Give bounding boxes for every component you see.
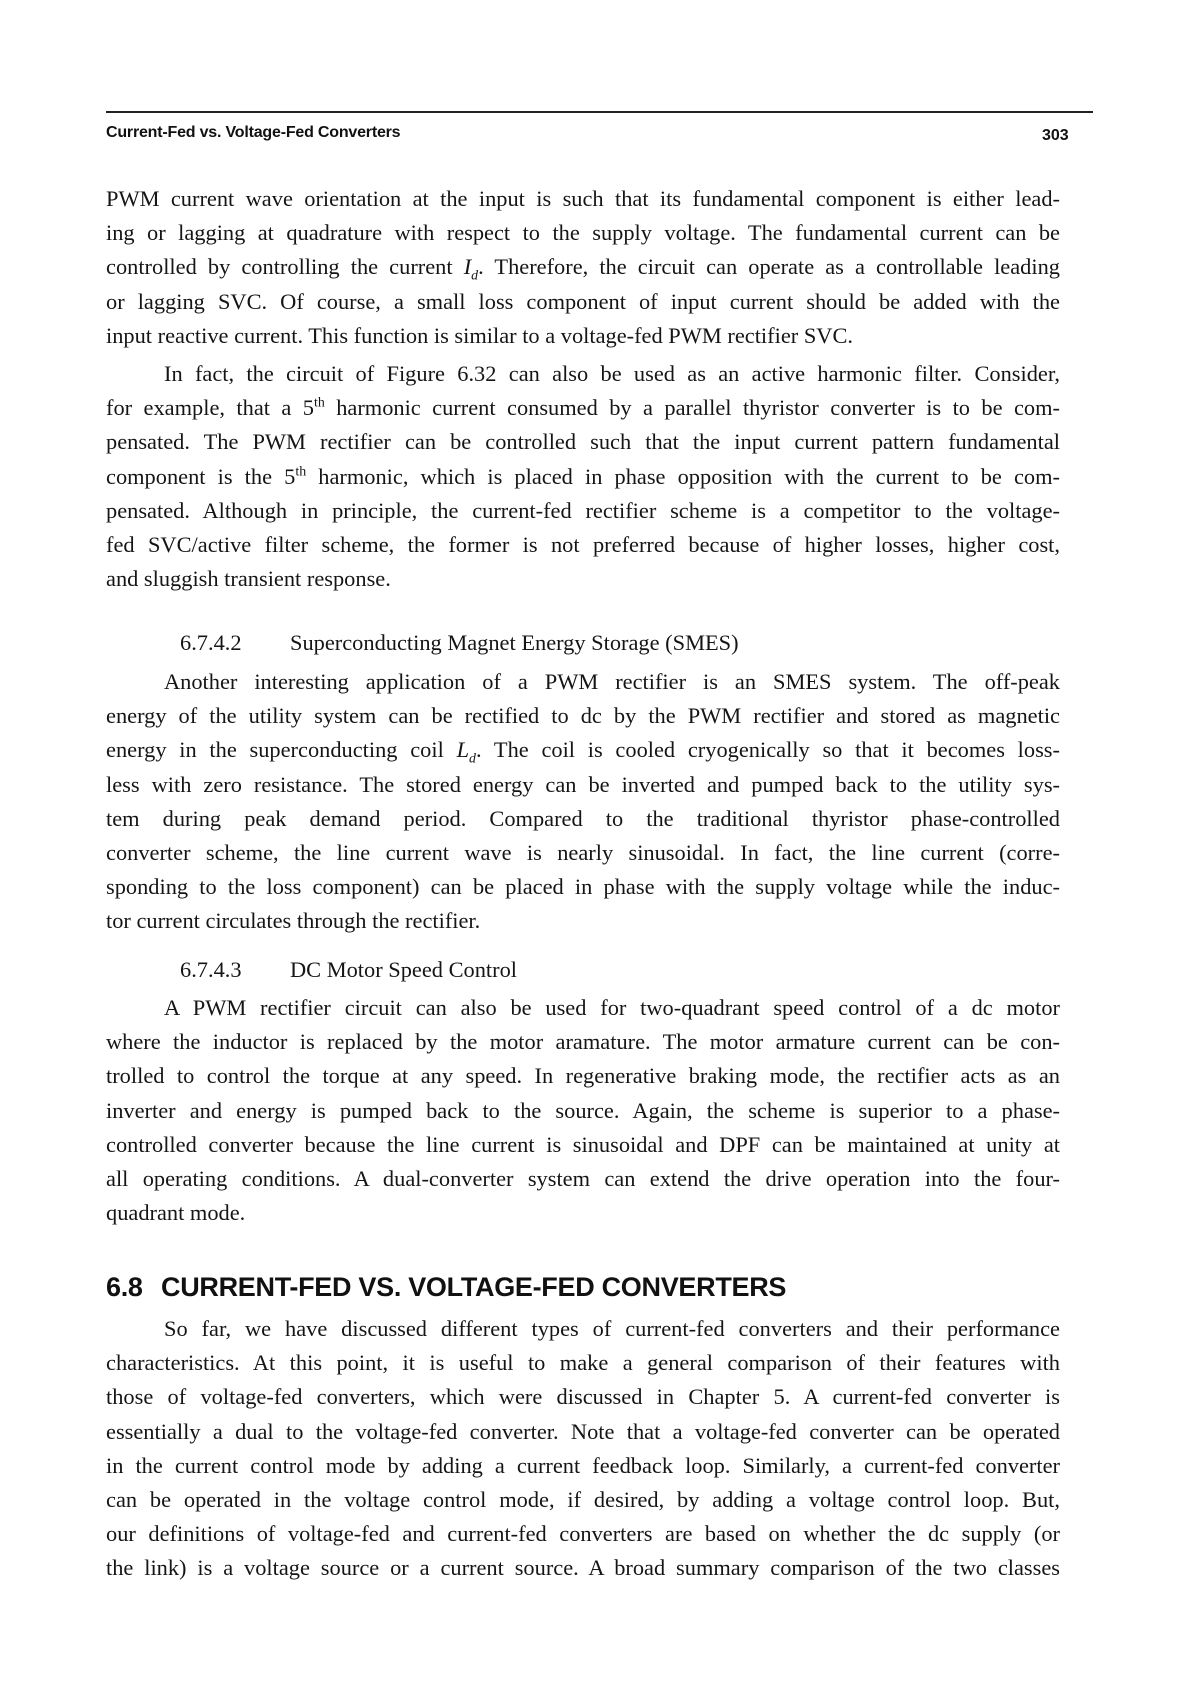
text-line: all operating conditions. A dual-converter system can extend the drive operation into the four- [106, 1165, 1060, 1191]
section-heading-68 [106, 1272, 786, 1303]
paragraph-smes [106, 665, 1060, 939]
paragraph-comparison [106, 1312, 1060, 1586]
text-line: our definitions of voltage-fed and current-fed converters are based on whether the dc supply (or [106, 1521, 1060, 1547]
variable-L-d: $L_d$ [456, 737, 476, 767]
section-title: CURRENT-FED VS. VOLTAGE-FED CONVERTERS [161, 1272, 787, 1302]
text-line: energy of the utility system can be rectified to dc by the PWM rectifier and stored as magnetic [106, 703, 1060, 729]
running-head: Current-Fed vs. Voltage-Fed Converters [106, 124, 401, 141]
paragraph-dc-motor [106, 991, 1060, 1230]
text-line: for example, that a 5th harmonic current consumed by a parallel thyristor converter is to be com- [106, 395, 1060, 421]
page-number: 303 [1042, 127, 1069, 144]
text-line: where the inductor is replaced by the motor aramature. The motor armature current can be con- [106, 1029, 1060, 1055]
subsection-title: DC Motor Speed Control [290, 957, 518, 982]
text-line: component is the 5th harmonic, which is placed in phase opposition with the current to be com- [106, 463, 1060, 489]
text-line: A PWM rectifier circuit can also be used for two-quadrant speed control of a dc motor [164, 995, 1060, 1020]
text-line: quadrant mode. [106, 1200, 246, 1226]
text-line: in the current control mode by adding a current feedback loop. Similarly, a current-fed converter [106, 1452, 1060, 1478]
text-line: Another interesting application of a PWM rectifier is an SMES system. The off-peak [164, 669, 1060, 694]
text-line: energy in the superconducting coil $L_d$. The coil is cooled cryogenically so that it becomes loss- [106, 737, 1060, 767]
header-rule [106, 111, 1093, 113]
subsection-heading-6742 [180, 630, 739, 656]
text-line: essentially a dual to the voltage-fed converter. Note that a voltage-fed converter can be operated [106, 1418, 1060, 1444]
text-line: or lagging SVC. Of course, a small loss component of input current should be added with the [106, 288, 1060, 314]
text-line: pensated. The PWM rectifier can be controlled such that the input current pattern fundamental [106, 429, 1060, 455]
text-line: controlled by controlling the current $I_d$. Therefore, the circuit can operate as a controllable leading [106, 254, 1060, 284]
section-number: 6.8 [106, 1272, 143, 1302]
subsection-number: 6.7.4.2 [180, 630, 242, 655]
text-line: characteristics. At this point, it is useful to make a general comparison of their features with [106, 1350, 1060, 1376]
text-line: In fact, the circuit of Figure 6.32 can also be used as an active harmonic filter. Consider, [164, 361, 1060, 386]
text-line: can be operated in the voltage control mode, if desired, by adding a voltage control loop. But, [106, 1486, 1060, 1512]
text-line: trolled to control the torque at any speed. In regenerative braking mode, the rectifier acts as an [106, 1063, 1060, 1089]
variable-I-d: $I_d$ [463, 254, 479, 284]
text-line: and sluggish transient response. [106, 566, 391, 592]
text-line: ing or lagging at quadrature with respect to the supply voltage. The fundamental current can be [106, 220, 1060, 246]
text-line: inverter and energy is pumped back to the source. Again, the scheme is superior to a phase- [106, 1097, 1060, 1123]
text-line: So far, we have discussed different types of current-fed converters and their performance [164, 1316, 1060, 1341]
text-line: pensated. Although in principle, the current-fed rectifier scheme is a competitor to the voltage- [106, 497, 1060, 523]
paragraph-svc [106, 182, 1060, 353]
text-line: PWM current wave orientation at the input is such that its fundamental component is either lead- [106, 186, 1060, 211]
text-line: the link) is a voltage source or a current source. A broad summary comparison of the two classes [106, 1555, 1060, 1581]
text-line: sponding to the loss component) can be placed in phase with the supply voltage while the induc- [106, 874, 1060, 900]
text-line: converter scheme, the line current wave is nearly sinusoidal. In fact, the line current (corre- [106, 839, 1060, 865]
subsection-number: 6.7.4.3 [180, 957, 242, 982]
text-line: tem during peak demand period. Compared to the traditional thyristor phase-controlled [106, 805, 1060, 831]
text-line: those of voltage-fed converters, which were discussed in Chapter 5. A current-fed converter is [106, 1384, 1060, 1410]
text-line: tor current circulates through the rectifier. [106, 908, 481, 934]
paragraph-active-filter [106, 357, 1060, 596]
text-line: controlled converter because the line current is sinusoidal and DPF can be maintained at unity at [106, 1131, 1060, 1157]
text-line: input reactive current. This function is similar to a voltage-fed PWM rectifier SVC. [106, 322, 853, 348]
text-line: less with zero resistance. The stored energy can be inverted and pumped back to the utility sys- [106, 771, 1060, 797]
subsection-heading-6743 [180, 957, 517, 983]
text-line: fed SVC/active filter scheme, the former is not preferred because of higher losses, higher cost, [106, 531, 1060, 557]
subsection-title: Superconducting Magnet Energy Storage (SMES) [290, 630, 739, 655]
